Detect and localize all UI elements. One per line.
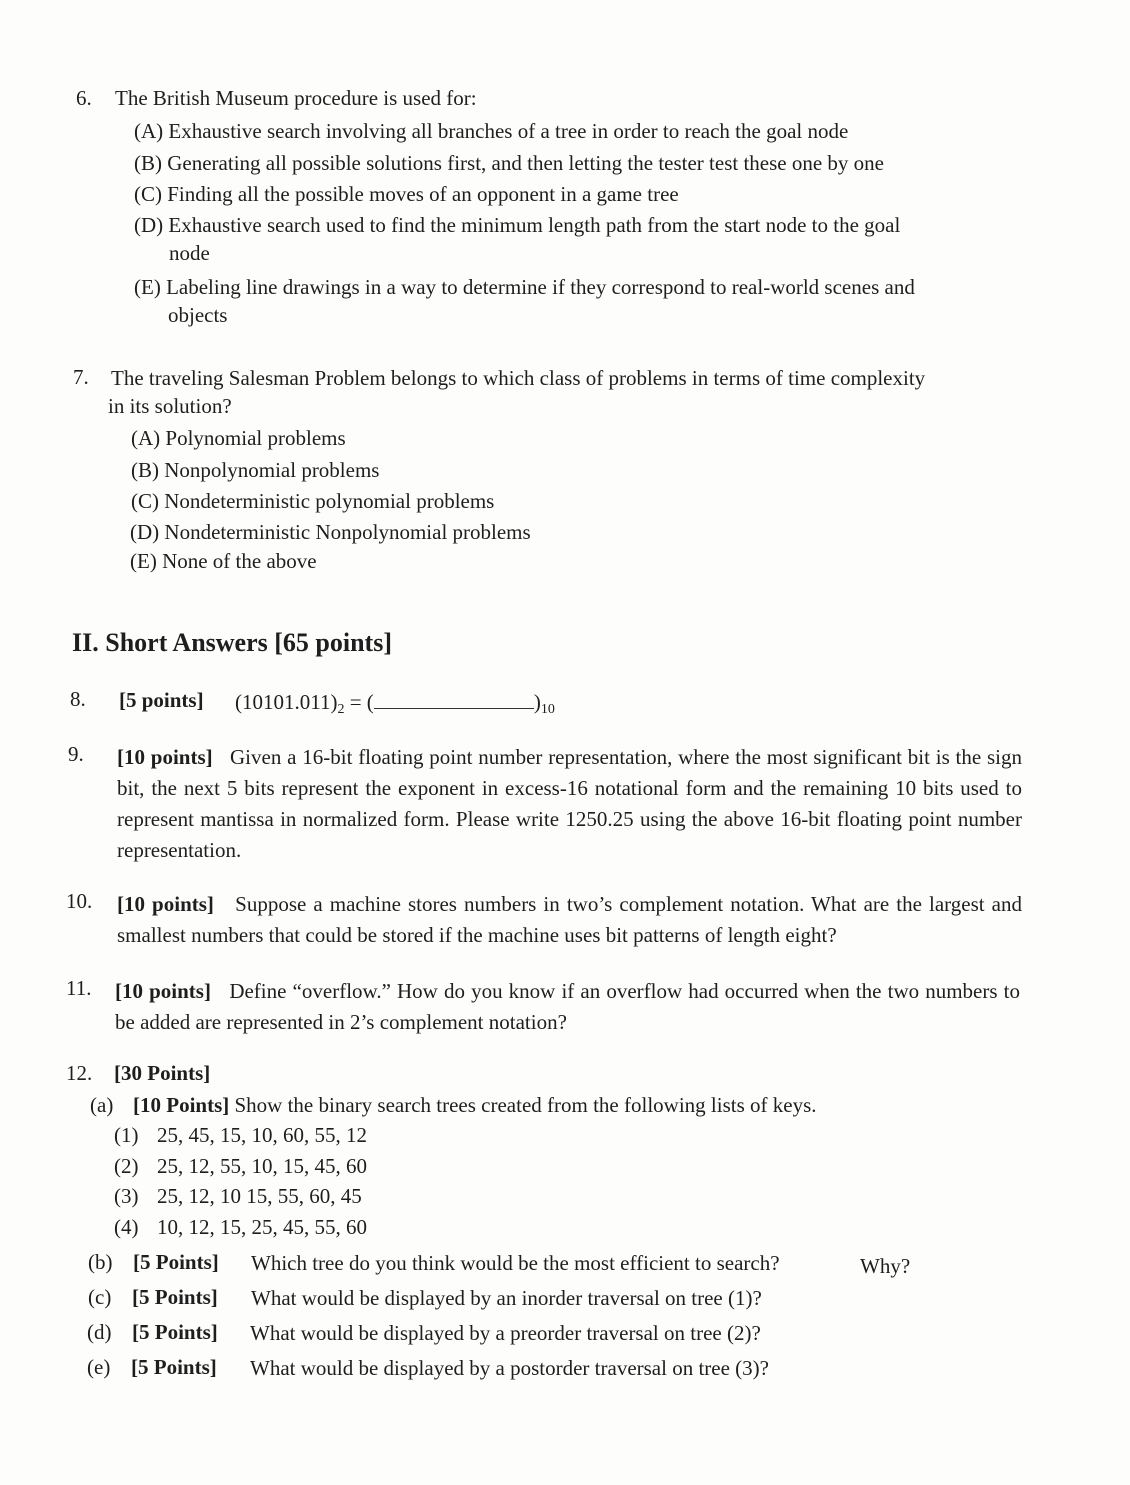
q12a-list-2-num: (2) xyxy=(114,1154,139,1178)
q12b-text: Which tree do you think would be the most efficient to search? xyxy=(251,1251,780,1275)
q10-number: 10. xyxy=(66,889,93,913)
q12a-list-3-keys: 25, 12, 10 15, 55, 60, 45 xyxy=(157,1184,362,1208)
q12-number: 12. xyxy=(66,1061,93,1085)
q6-option-d-cont: node xyxy=(169,241,210,265)
q12d-text: What would be displayed by a preorder traversal on tree (2)? xyxy=(250,1321,761,1345)
q6-option-c: (C) Finding all the possible moves of an opponent in a game tree xyxy=(134,182,679,206)
q8-points: [5 points] xyxy=(119,688,204,712)
q12a-body: [10 Points] Show the binary search trees created from the following lists of keys. xyxy=(133,1093,817,1117)
q12-points: [30 Points] xyxy=(114,1061,211,1085)
q8-expression: $(10101.011)_2$ = ( )$_{10}$ xyxy=(235,690,555,717)
q12a-label: (a) xyxy=(90,1093,114,1117)
q6-stem: The British Museum procedure is used for: xyxy=(115,86,477,110)
q7-option-c: (C) Nondeterministic polynomial problems xyxy=(131,489,495,513)
q11-number: 11. xyxy=(66,976,92,1000)
q12b-points: [5 Points] xyxy=(133,1250,219,1274)
q6-option-a: (A) Exhaustive search involving all branches of a tree in order to reach the goal node xyxy=(134,119,849,143)
section-heading: II. Short Answers [65 points] xyxy=(72,628,392,657)
q12a-list-1-num: (1) xyxy=(114,1123,139,1147)
q10-body: [10 points] Suppose a machine stores numbers in two’s complement notation. What are the largest and smallest numbers that could be stored if the machine uses bit patterns of length eight? xyxy=(117,892,1022,947)
q7-number: 7. xyxy=(73,365,89,389)
q6-option-d: (D) Exhaustive search used to find the minimum length path from the start node to the goal xyxy=(134,213,901,237)
q12d-points: [5 Points] xyxy=(132,1320,218,1344)
q12c-points: [5 Points] xyxy=(132,1285,218,1309)
q6-option-e-cont: objects xyxy=(168,303,228,327)
q12c-text: What would be displayed by an inorder traversal on tree (1)? xyxy=(251,1286,762,1310)
q7-stem: The traveling Salesman Problem belongs to which class of problems in terms of time complexity xyxy=(111,366,926,390)
q12a-list-3-num: (3) xyxy=(114,1184,139,1208)
q12a-list-1-keys: 25, 45, 15, 10, 60, 55, 12 xyxy=(157,1123,367,1147)
q9-number: 9. xyxy=(68,742,84,766)
q8-number: 8. xyxy=(70,687,86,711)
q12e-label: (e) xyxy=(87,1355,111,1379)
q12c-label: (c) xyxy=(88,1285,112,1309)
q6-number: 6. xyxy=(76,86,92,110)
q12a-list-4-num: (4) xyxy=(114,1215,139,1239)
q7-stem-cont: in its solution? xyxy=(108,394,232,418)
q11-body: [10 points] Define “overflow.” How do you know if an overflow had occurred when the two numbers to be added are represented in 2’s complement notation? xyxy=(115,979,1020,1034)
q6-option-e: (E) Labeling line drawings in a way to determine if they correspond to real-world scenes and xyxy=(134,275,915,299)
q12e-points: [5 Points] xyxy=(131,1355,217,1379)
q12b-why: Why? xyxy=(860,1254,911,1278)
q7-option-b: (B) Nonpolynomial problems xyxy=(131,458,380,482)
q12a-list-4-keys: 10, 12, 15, 25, 45, 55, 60 xyxy=(157,1215,367,1239)
q12e-text: What would be displayed by a postorder traversal on tree (3)? xyxy=(250,1356,769,1380)
q6-option-b: (B) Generating all possible solutions first, and then letting the tester test these one by one xyxy=(134,151,885,175)
q7-option-a: (A) Polynomial problems xyxy=(131,426,346,450)
q8-answer-blank[interactable] xyxy=(374,688,534,709)
q7-option-d: (D) Nondeterministic Nonpolynomial problems xyxy=(130,520,531,544)
q7-option-e: (E) None of the above xyxy=(130,549,317,573)
q12b-label: (b) xyxy=(88,1250,113,1274)
q9-body: [10 points] Given a 16-bit floating point number representation, where the most significant bit is the sign bit, the next 5 bits represent the exponent in excess-16 notational form and the remaining 10 bits used to represent mantissa in normalized form. Please write 1250.25 using the above 16-bit floating point number representation. xyxy=(117,745,1022,862)
q12d-label: (d) xyxy=(87,1320,112,1344)
q12a-list-2-keys: 25, 12, 55, 10, 15, 45, 60 xyxy=(157,1154,367,1178)
